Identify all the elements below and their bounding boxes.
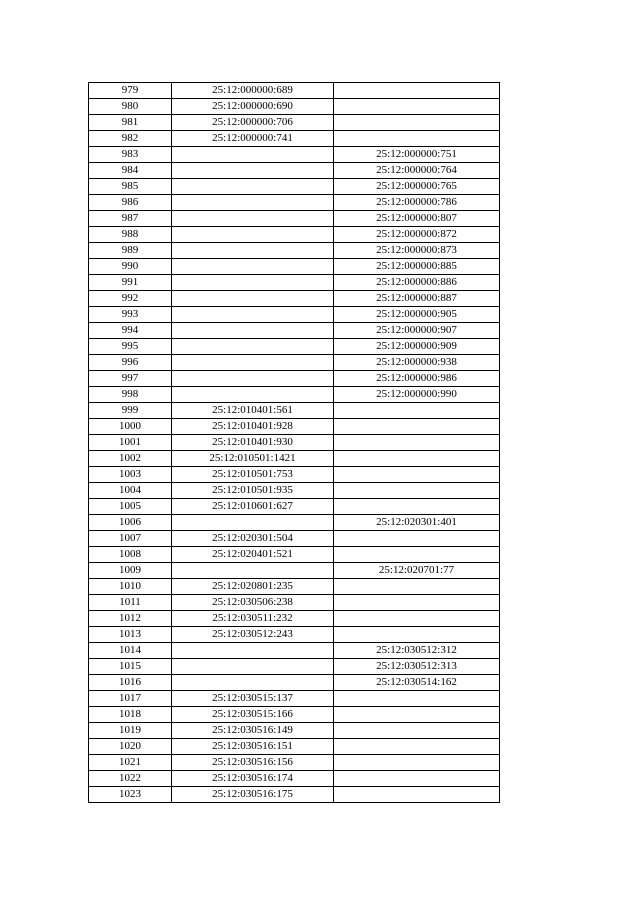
table-row [89, 579, 500, 595]
cadastral-number-alt-cell: 25:12:000000:990 [334, 387, 500, 403]
cadastral-number-alt-cell: 25:12:000000:765 [334, 179, 500, 195]
cadastral-number-cell [172, 371, 334, 387]
row-number-cell: 980 [89, 99, 172, 115]
row-number-cell: 990 [89, 259, 172, 275]
cadastral-number-alt-cell [334, 723, 500, 739]
cadastral-number-cell: 25:12:030516:156 [172, 755, 334, 771]
table-row [89, 259, 500, 275]
cadastral-number-alt-cell: 25:12:030512:313 [334, 659, 500, 675]
table-row [89, 275, 500, 291]
cadastral-number-alt-cell: 25:12:000000:764 [334, 163, 500, 179]
table-row [89, 627, 500, 643]
table-row [89, 131, 500, 147]
table-row [89, 467, 500, 483]
row-number-cell: 1000 [89, 419, 172, 435]
cadastral-number-cell [172, 227, 334, 243]
row-number-cell: 1017 [89, 691, 172, 707]
cadastral-number-cell: 25:12:010501:935 [172, 483, 334, 499]
row-number-cell: 994 [89, 323, 172, 339]
row-number-cell: 1003 [89, 467, 172, 483]
cadastral-number-cell: 25:12:030506:238 [172, 595, 334, 611]
row-number-cell: 1014 [89, 643, 172, 659]
row-number-cell: 991 [89, 275, 172, 291]
cadastral-number-alt-cell [334, 131, 500, 147]
cadastral-number-cell [172, 515, 334, 531]
cadastral-table [88, 82, 500, 803]
cadastral-number-alt-cell [334, 115, 500, 131]
cadastral-number-cell: 25:12:030515:166 [172, 707, 334, 723]
row-number-cell: 1012 [89, 611, 172, 627]
cadastral-number-alt-cell [334, 771, 500, 787]
row-number-cell: 984 [89, 163, 172, 179]
table-row [89, 723, 500, 739]
row-number-cell: 1019 [89, 723, 172, 739]
cadastral-number-alt-cell: 25:12:000000:807 [334, 211, 500, 227]
cadastral-number-cell [172, 339, 334, 355]
cadastral-number-cell: 25:12:000000:690 [172, 99, 334, 115]
cadastral-number-alt-cell: 25:12:000000:786 [334, 195, 500, 211]
row-number-cell: 983 [89, 147, 172, 163]
cadastral-number-alt-cell: 25:12:000000:938 [334, 355, 500, 371]
row-number-cell: 989 [89, 243, 172, 259]
cadastral-number-cell: 25:12:010401:928 [172, 419, 334, 435]
cadastral-number-cell: 25:12:030515:137 [172, 691, 334, 707]
cadastral-number-alt-cell [334, 595, 500, 611]
row-number-cell: 1016 [89, 675, 172, 691]
table-row [89, 99, 500, 115]
table-body [89, 83, 500, 803]
table-row [89, 339, 500, 355]
table-row [89, 291, 500, 307]
cadastral-number-cell [172, 259, 334, 275]
cadastral-number-cell [172, 675, 334, 691]
row-number-cell: 1010 [89, 579, 172, 595]
cadastral-number-cell: 25:12:020401:521 [172, 547, 334, 563]
cadastral-number-alt-cell: 25:12:020701:77 [334, 563, 500, 579]
row-number-cell: 1009 [89, 563, 172, 579]
table-row [89, 595, 500, 611]
table-row [89, 419, 500, 435]
cadastral-number-cell: 25:12:030511:232 [172, 611, 334, 627]
row-number-cell: 1011 [89, 595, 172, 611]
row-number-cell: 1001 [89, 435, 172, 451]
cadastral-number-cell [172, 659, 334, 675]
row-number-cell: 982 [89, 131, 172, 147]
table-row [89, 515, 500, 531]
row-number-cell: 1021 [89, 755, 172, 771]
table-row [89, 547, 500, 563]
table-row [89, 115, 500, 131]
row-number-cell: 1015 [89, 659, 172, 675]
cadastral-number-alt-cell [334, 531, 500, 547]
cadastral-number-alt-cell: 25:12:030512:312 [334, 643, 500, 659]
table-row [89, 755, 500, 771]
row-number-cell: 993 [89, 307, 172, 323]
cadastral-number-cell: 25:12:030512:243 [172, 627, 334, 643]
row-number-cell: 1020 [89, 739, 172, 755]
row-number-cell: 1023 [89, 787, 172, 803]
table-row [89, 659, 500, 675]
cadastral-number-alt-cell [334, 579, 500, 595]
cadastral-number-alt-cell: 25:12:000000:873 [334, 243, 500, 259]
table-row [89, 499, 500, 515]
row-number-cell: 979 [89, 83, 172, 99]
row-number-cell: 986 [89, 195, 172, 211]
table-row [89, 163, 500, 179]
cadastral-number-cell [172, 643, 334, 659]
cadastral-number-cell [172, 291, 334, 307]
cadastral-number-cell [172, 243, 334, 259]
cadastral-number-cell: 25:12:020801:235 [172, 579, 334, 595]
cadastral-number-cell [172, 563, 334, 579]
cadastral-number-cell [172, 307, 334, 323]
cadastral-number-cell: 25:12:020301:504 [172, 531, 334, 547]
table-row [89, 435, 500, 451]
cadastral-number-cell [172, 211, 334, 227]
row-number-cell: 1008 [89, 547, 172, 563]
row-number-cell: 1018 [89, 707, 172, 723]
cadastral-number-alt-cell [334, 435, 500, 451]
table-row [89, 147, 500, 163]
cadastral-number-alt-cell: 25:12:000000:886 [334, 275, 500, 291]
cadastral-number-cell: 25:12:000000:689 [172, 83, 334, 99]
table-row [89, 371, 500, 387]
table-row [89, 195, 500, 211]
table-row [89, 83, 500, 99]
cadastral-number-alt-cell [334, 83, 500, 99]
cadastral-number-alt-cell [334, 499, 500, 515]
cadastral-number-alt-cell [334, 403, 500, 419]
cadastral-number-cell [172, 387, 334, 403]
cadastral-number-alt-cell [334, 611, 500, 627]
cadastral-number-alt-cell [334, 755, 500, 771]
row-number-cell: 1022 [89, 771, 172, 787]
row-number-cell: 995 [89, 339, 172, 355]
table-row [89, 707, 500, 723]
table-row [89, 531, 500, 547]
cadastral-number-alt-cell: 25:12:000000:907 [334, 323, 500, 339]
table-row [89, 355, 500, 371]
cadastral-number-cell [172, 147, 334, 163]
row-number-cell: 998 [89, 387, 172, 403]
row-number-cell: 996 [89, 355, 172, 371]
row-number-cell: 981 [89, 115, 172, 131]
row-number-cell: 1007 [89, 531, 172, 547]
cadastral-number-cell: 25:12:010601:627 [172, 499, 334, 515]
cadastral-number-cell: 25:12:030516:174 [172, 771, 334, 787]
row-number-cell: 1002 [89, 451, 172, 467]
table-row [89, 563, 500, 579]
cadastral-number-alt-cell [334, 787, 500, 803]
cadastral-number-cell: 25:12:010501:1421 [172, 451, 334, 467]
cadastral-number-alt-cell [334, 627, 500, 643]
table-row [89, 739, 500, 755]
cadastral-number-alt-cell [334, 739, 500, 755]
cadastral-number-alt-cell [334, 99, 500, 115]
cadastral-number-alt-cell: 25:12:000000:909 [334, 339, 500, 355]
row-number-cell: 1006 [89, 515, 172, 531]
table-row [89, 611, 500, 627]
table-row [89, 179, 500, 195]
cadastral-number-alt-cell [334, 707, 500, 723]
cadastral-number-alt-cell [334, 547, 500, 563]
cadastral-number-alt-cell [334, 467, 500, 483]
table-row [89, 643, 500, 659]
table-row [89, 451, 500, 467]
table-row [89, 691, 500, 707]
cadastral-number-cell [172, 275, 334, 291]
table-row [89, 211, 500, 227]
row-number-cell: 985 [89, 179, 172, 195]
table-row [89, 787, 500, 803]
row-number-cell: 1013 [89, 627, 172, 643]
cadastral-number-cell [172, 355, 334, 371]
row-number-cell: 1004 [89, 483, 172, 499]
cadastral-number-cell: 25:12:010501:753 [172, 467, 334, 483]
cadastral-number-cell: 25:12:000000:706 [172, 115, 334, 131]
table-row [89, 771, 500, 787]
cadastral-number-cell [172, 323, 334, 339]
cadastral-number-cell: 25:12:030516:175 [172, 787, 334, 803]
table-row [89, 675, 500, 691]
table-row [89, 243, 500, 259]
table-row [89, 323, 500, 339]
row-number-cell: 987 [89, 211, 172, 227]
table-row [89, 227, 500, 243]
table-row [89, 483, 500, 499]
cadastral-number-cell [172, 179, 334, 195]
cadastral-number-alt-cell: 25:12:000000:887 [334, 291, 500, 307]
cadastral-number-cell: 25:12:010401:561 [172, 403, 334, 419]
cadastral-number-alt-cell: 25:12:000000:885 [334, 259, 500, 275]
cadastral-number-cell: 25:12:000000:741 [172, 131, 334, 147]
row-number-cell: 988 [89, 227, 172, 243]
row-number-cell: 1005 [89, 499, 172, 515]
cadastral-number-alt-cell [334, 451, 500, 467]
cadastral-number-cell: 25:12:030516:151 [172, 739, 334, 755]
row-number-cell: 992 [89, 291, 172, 307]
cadastral-number-alt-cell: 25:12:000000:986 [334, 371, 500, 387]
table-row [89, 403, 500, 419]
cadastral-number-cell: 25:12:030516:149 [172, 723, 334, 739]
cadastral-number-cell: 25:12:010401:930 [172, 435, 334, 451]
cadastral-number-cell [172, 163, 334, 179]
cadastral-number-alt-cell: 25:12:030514:162 [334, 675, 500, 691]
cadastral-number-alt-cell [334, 419, 500, 435]
row-number-cell: 999 [89, 403, 172, 419]
table-row [89, 387, 500, 403]
cadastral-number-alt-cell [334, 691, 500, 707]
cadastral-number-cell [172, 195, 334, 211]
cadastral-number-alt-cell: 25:12:020301:401 [334, 515, 500, 531]
cadastral-number-alt-cell: 25:12:000000:872 [334, 227, 500, 243]
table-row [89, 307, 500, 323]
cadastral-number-alt-cell [334, 483, 500, 499]
cadastral-number-alt-cell: 25:12:000000:905 [334, 307, 500, 323]
row-number-cell: 997 [89, 371, 172, 387]
cadastral-number-alt-cell: 25:12:000000:751 [334, 147, 500, 163]
